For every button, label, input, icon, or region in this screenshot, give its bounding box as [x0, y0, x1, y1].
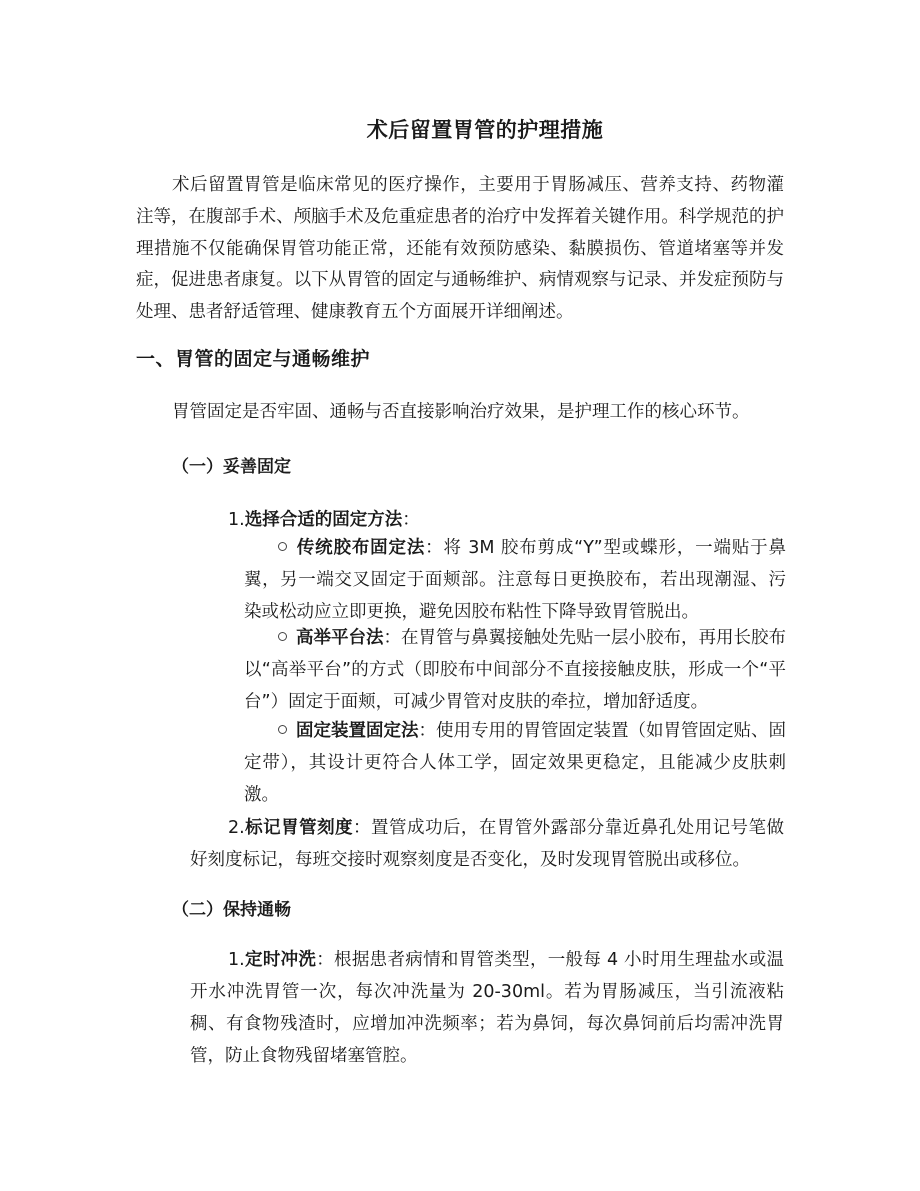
page-title: 术后留置胃管的护理措施: [366, 118, 604, 142]
subsection-heading-fixation: （一）妥善固定: [172, 457, 291, 477]
numbered-item-mark-scale: [190, 812, 784, 876]
item-label: 定时冲洗: [244, 950, 317, 970]
bullet-label: 固定装置固定法: [296, 721, 419, 741]
numbered-item-flushing: [190, 944, 784, 1072]
list-marker: 2.: [228, 818, 245, 838]
bullet-label: 高举平台法: [296, 628, 384, 648]
bullet-text: ：使用专用的胃管固定装置（如胃管固定贴、固定带），其设计更符合人体工学，固定效果更稳定，且能减少皮肤刺激。: [244, 721, 786, 805]
section-lead: 胃管固定是否牢固、通畅与否直接影响治疗效果，是护理工作的核心环节。: [172, 402, 750, 422]
bullet-text: ：将 3M 胶布剪成“Y”型或蝶形，一端贴于鼻翼，另一端交叉固定于面颊部。注意每日更换胶布，若出现潮湿、污染或松动应立即更换，避免因胶布粘性下降导致胃管脱出。: [244, 538, 786, 622]
hollow-circle-bullet-icon: [278, 725, 287, 734]
subsection-heading-patency: （二）保持通畅: [172, 900, 291, 920]
item-label: 选择合适的固定方法: [244, 510, 403, 530]
item-label: 标记胃管刻度: [244, 818, 354, 838]
hollow-circle-bullet-icon: [278, 542, 287, 551]
section-heading-1: 一、胃管的固定与通畅维护: [136, 348, 371, 370]
item-text: ：置管成功后，在胃管外露部分靠近鼻孔处用记号笔做好刻度标记，每班交接时观察刻度是否变化，及时发现胃管脱出或移位。: [190, 818, 785, 870]
bullet-item-device: [244, 715, 786, 811]
list-marker: 1.: [228, 510, 245, 530]
item-text: ：根据患者病情和胃管类型，一般每 4 小时用生理盐水或温开水冲洗胃管一次，每次冲洗量为 20-30ml。若为胃肠减压，当引流液粘稠、有食物残渣时，应增加冲洗频率；若为鼻饲，每次鼻饲前后均需冲洗胃管，防止食物残留堵塞管腔。: [190, 950, 785, 1066]
item-suffix: ：: [402, 510, 420, 530]
bullet-text: ：在胃管与鼻翼接触处先贴一层小胶布，再用长胶布以“高举平台”的方式（即胶布中间部分不直接接触皮肤，形成一个“平台”）固定于面颊，可减少胃管对皮肤的牵拉，增加舒适度。: [244, 628, 786, 712]
bullet-item-platform: [244, 622, 786, 718]
intro-paragraph: 术后留置胃管是临床常见的医疗操作，主要用于胃肠减压、营养支持、药物灌注等，在腹部手术、颅脑手术及危重症患者的治疗中发挥着关键作用。科学规范的护理措施不仅能确保胃管功能正常，还能有效预防感染、黏膜损伤、管道堵塞等并发症，促进患者康复。以下从胃管的固定与通畅维护、病情观察与记录、并发症预防与处理、患者舒适管理、健康教育五个方面展开详细阐述。: [136, 175, 784, 323]
bullet-label: 传统胶布固定法: [296, 538, 426, 558]
list-marker: 1.: [228, 950, 245, 970]
hollow-circle-bullet-icon: [278, 632, 287, 641]
bullet-item-tape: [244, 532, 786, 628]
